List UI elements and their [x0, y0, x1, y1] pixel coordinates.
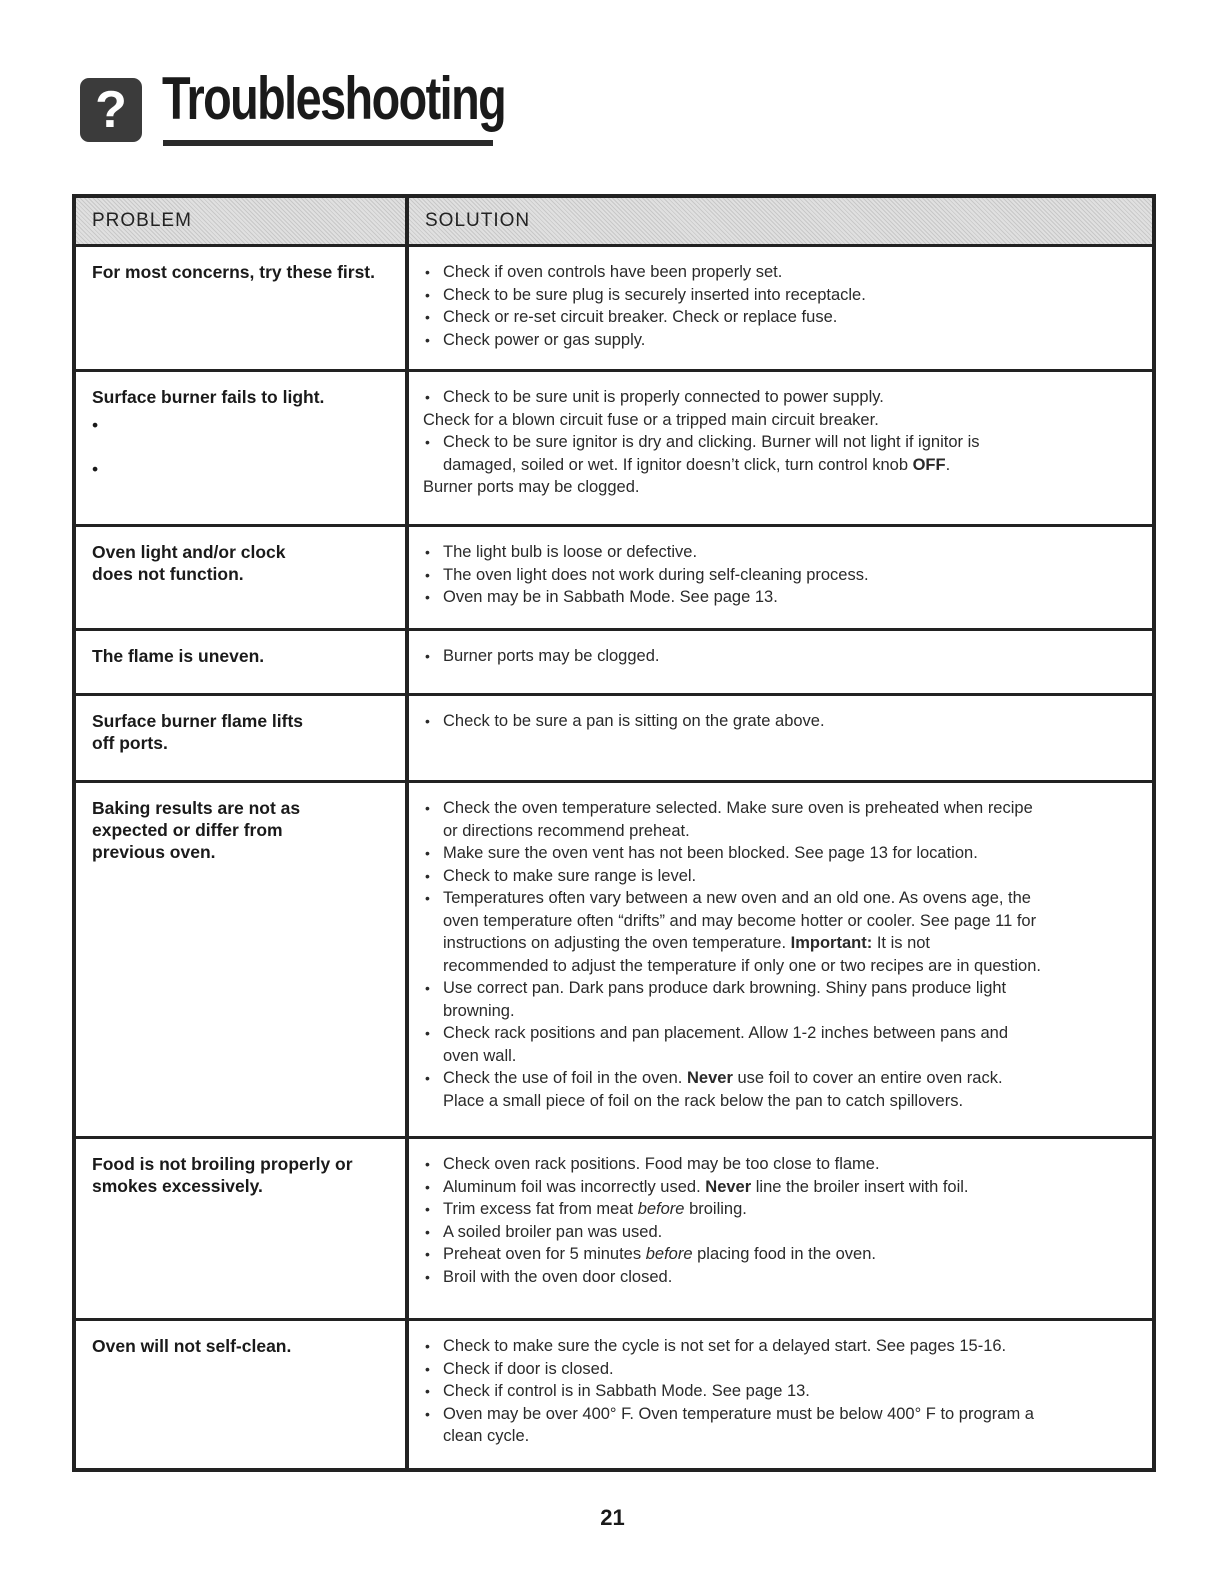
title-underline: [163, 140, 493, 146]
never-emphasis: Never: [687, 1069, 733, 1087]
solution-line: • Check to be sure unit is properly connected to power supply.: [423, 386, 1142, 409]
problem-text: For most concerns, try these first.: [92, 262, 375, 282]
stray-bullet: •: [92, 459, 99, 479]
solution-line: • Temperatures often vary between a new oven and an old one. As ovens age, the: [423, 887, 1142, 910]
solution-line: clean cycle.: [443, 1427, 530, 1445]
solution-cell: [407, 1138, 1154, 1320]
solution-line: • Check to make sure range is level.: [423, 865, 1142, 888]
solution-line: damaged, soiled or wet. If ignitor doesn’t click, turn control knob OFF.: [443, 455, 951, 474]
problem-cell: [74, 371, 407, 526]
problem-text: Oven light and/or clock: [92, 542, 286, 562]
never-emphasis: Never: [705, 1177, 752, 1196]
table-row: [74, 630, 1154, 695]
problem-cell: [74, 526, 407, 630]
solution-header: SOLUTION: [407, 196, 1154, 246]
problem-cell: [74, 695, 407, 782]
problem-text: Oven will not self-clean.: [92, 1336, 292, 1356]
before-emphasis: before: [637, 1200, 685, 1218]
problem-text: off ports.: [92, 733, 168, 753]
solution-cell: [407, 526, 1154, 630]
solution-line: recommended to adjust the temperature if only one or two recipes are in question.: [443, 956, 1041, 975]
problem-text: The flame is uneven.: [92, 646, 265, 666]
table-row: [74, 246, 1154, 371]
solution-cell: [407, 246, 1154, 371]
solution-line: • Check or re-set circuit breaker. Check or replace fuse.: [423, 306, 1142, 329]
solution-cell: [407, 371, 1154, 526]
solution-line: • Check if oven controls have been properly set.: [423, 261, 1142, 284]
problem-text: does not function.: [92, 564, 244, 584]
solution-cell: [407, 782, 1154, 1138]
problem-text: Surface burner flame lifts: [92, 711, 304, 731]
problem-cell: [74, 630, 407, 695]
table-header-row: [74, 196, 1154, 246]
solution-line: • Check to be sure ignitor is dry and clicking. Burner will not light if ignitor is: [423, 431, 1142, 454]
question-icon: ?: [80, 78, 142, 142]
problem-text: expected or differ from: [92, 820, 283, 840]
solution-line: • Burner ports may be clogged.: [423, 645, 1142, 668]
page-title: Troubleshooting: [162, 65, 506, 132]
problem-text: previous oven.: [92, 842, 216, 862]
page-number: 21: [600, 1505, 625, 1530]
problem-cell: [74, 782, 407, 1138]
problem-text: Food is not broiling properly or: [92, 1154, 353, 1174]
table-row: [74, 695, 1154, 782]
problem-text: Surface burner fails to light.: [92, 387, 325, 407]
solution-cell: [407, 695, 1154, 782]
solution-line: or directions recommend preheat.: [443, 821, 690, 840]
solution-line: browning.: [443, 1001, 515, 1020]
before-emphasis: before: [645, 1245, 693, 1263]
solution-line: • Check to be sure plug is securely inserted into receptacle.: [423, 284, 1142, 307]
solution-line: • A soiled broiler pan was used.: [423, 1221, 1142, 1244]
solution-line: • Check oven rack positions. Food may be too close to flame.: [423, 1153, 1142, 1176]
solution-line: • Check if control is in Sabbath Mode. See page 13.: [423, 1380, 1142, 1403]
solution-line: • Broil with the oven door closed.: [423, 1266, 1142, 1289]
solution-line: • Check power or gas supply.: [423, 329, 1142, 352]
solution-cell: [407, 1320, 1154, 1470]
solution-line: instructions on adjusting the oven temperature. Important: It is not: [443, 934, 931, 952]
table-row: [74, 526, 1154, 630]
table-row: [74, 1138, 1154, 1320]
solution-line: oven wall.: [443, 1046, 517, 1065]
solution-line: • Use correct pan. Dark pans produce dark browning. Shiny pans produce light: [423, 977, 1142, 1000]
solution-line: • Oven may be in Sabbath Mode. See page 13.: [423, 586, 1142, 609]
problem-header: PROBLEM: [74, 196, 407, 246]
solution-line: • Trim excess fat from meat before broiling.: [423, 1198, 1142, 1221]
stray-bullet: •: [92, 415, 99, 435]
important-emphasis: Important:: [790, 934, 873, 952]
solution-line: • Check to make sure the cycle is not set for a delayed start. See pages 15-16.: [423, 1335, 1142, 1358]
solution-line: • Preheat oven for 5 minutes before placing food in the oven.: [423, 1243, 1142, 1266]
solution-line: Check for a blown circuit fuse or a tripped main circuit breaker.: [423, 410, 879, 429]
solution-line: • The oven light does not work during self-cleaning process.: [423, 564, 1142, 587]
problem-text: smokes excessively.: [92, 1176, 263, 1196]
solution-line: • Check to be sure a pan is sitting on the grate above.: [423, 710, 1142, 733]
table-row: [74, 1320, 1154, 1470]
solution-line: • Check the oven temperature selected. Make sure oven is preheated when recipe: [423, 797, 1142, 820]
solution-line: • Check the use of foil in the oven. Never use foil to cover an entire oven rack.: [423, 1067, 1142, 1090]
troubleshooting-table: [72, 194, 1156, 1472]
solution-cell: [407, 630, 1154, 695]
problem-text: Baking results are not as: [92, 798, 301, 818]
problem-cell: [74, 1320, 407, 1470]
off-emphasis: OFF: [912, 455, 946, 474]
solution-line: • Check if door is closed.: [423, 1358, 1142, 1381]
solution-line: • Aluminum foil was incorrectly used. Never line the broiler insert with foil.: [423, 1176, 1142, 1199]
solution-line: oven temperature often “drifts” and may become hotter or cooler. See page 11 for: [443, 911, 1037, 930]
problem-cell: [74, 246, 407, 371]
solution-line: Burner ports may be clogged.: [423, 478, 640, 496]
solution-line: • The light bulb is loose or defective.: [423, 541, 1142, 564]
table-row: [74, 371, 1154, 526]
solution-line: Place a small piece of foil on the rack below the pan to catch spillovers.: [443, 1091, 964, 1110]
problem-cell: [74, 1138, 407, 1320]
solution-line: • Make sure the oven vent has not been blocked. See page 13 for location.: [423, 842, 1142, 865]
solution-line: • Check rack positions and pan placement. Allow 1-2 inches between pans and: [423, 1022, 1142, 1045]
table-row: [74, 782, 1154, 1138]
solution-line: • Oven may be over 400° F. Oven temperature must be below 400° F to program a: [423, 1403, 1142, 1426]
